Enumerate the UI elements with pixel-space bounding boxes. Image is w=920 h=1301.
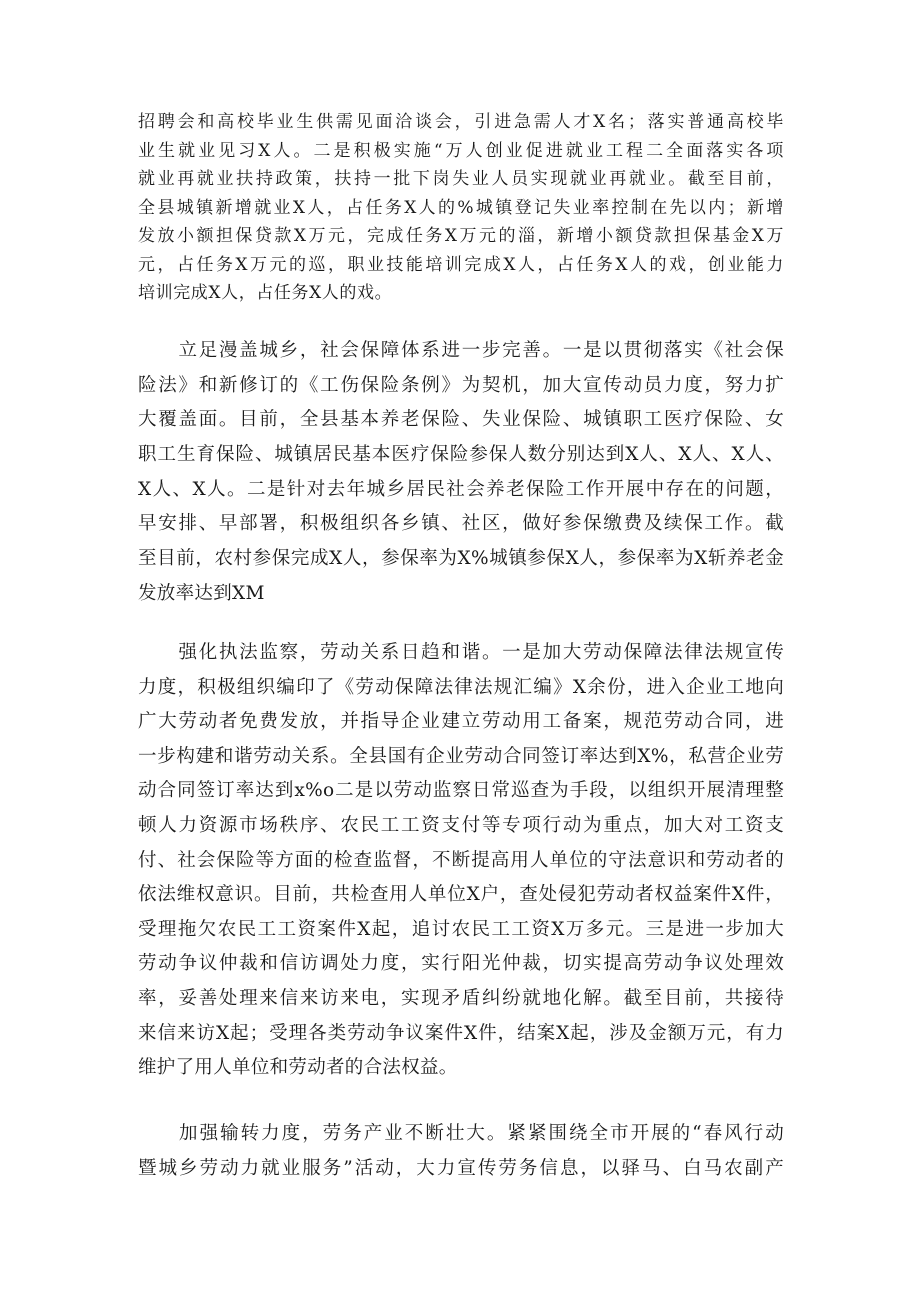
text-line: 来信来访X起；受理各类劳动争议案件X件，结案X起，涉及金额万元，有力 bbox=[138, 1022, 784, 1044]
text-line: 至目前，农村参保完成X人，参保率为X%城镇参保X人，参保率为X斩养老金 bbox=[138, 548, 784, 570]
text-line: 就业再就业扶持政策，扶持一批下岗失业人员实现就业再就业。截至目前， bbox=[138, 169, 784, 189]
text-line: 受理拖欠农民工工资案件X起，追讨农民工工资X万多元。三是进一步加大 bbox=[138, 918, 784, 940]
text-line: 维护了用人单位和劳动者的合法权益。 bbox=[138, 1057, 458, 1079]
text-line: X人、X人。二是针对去年城乡居民社会养老保险工作开展中存在的问题， bbox=[138, 478, 784, 500]
text-line: 加强输转力度，劳务产业不断壮大。紧紧围绕全市开展的“春风行动 bbox=[138, 1123, 784, 1144]
paragraph-employment bbox=[138, 108, 784, 308]
paragraph-social-security bbox=[138, 334, 784, 612]
text-line: 一步构建和谐劳动关系。全县国有企业劳动合同签订率达到X%，私营企业劳 bbox=[138, 745, 784, 767]
text-line: 立足漫盖城乡，社会保障体系进一步完善。一是以贯彻落实《社会保 bbox=[138, 340, 784, 361]
paragraph-labor-export bbox=[138, 1117, 784, 1186]
text-line: 发放小额担保贷款X万元，完成任务X万元的淄，新增小额贷款担保基金X万 bbox=[138, 226, 784, 246]
text-line: 依法维权意识。目前，共检查用人单位X户，查处侵犯劳动者权益案件X件， bbox=[138, 884, 784, 906]
text-line: 发放率达到XM bbox=[138, 582, 265, 604]
text-line: 广大劳动者免费发放，并指导企业建立劳动用工备案，规范劳动合同，进 bbox=[138, 711, 784, 733]
text-line: 险法》和新修订的《工伤保险条例》为契机，加大宣传动员力度，努力扩 bbox=[138, 374, 784, 396]
paragraph-labor-supervision bbox=[138, 636, 784, 1086]
text-line: 业生就业见习X人。二是积极实施“万人创业促进就业工程二全面落实各项 bbox=[138, 140, 784, 161]
text-line: 培训完成X人，占任务X人的戏。 bbox=[138, 283, 393, 303]
text-line: 招聘会和高校毕业生供需见面洽谈会，引进急需人才X名；落实普通高校毕 bbox=[138, 112, 784, 132]
text-line: 元，占任务X万元的巡，职业技能培训完成X人，占任务X人的戏，创业能力 bbox=[138, 254, 784, 275]
text-line: 大覆盖面。目前，全县基本养老保险、失业保险、城镇职工医疗保险、女 bbox=[138, 409, 784, 431]
text-line: 早安排、早部署，积极组织各乡镇、社区，做好参保缴费及续保工作。截 bbox=[138, 513, 784, 535]
text-line: 强化执法监察，劳动关系日趋和谐。一是加大劳动保障法律法规宣传 bbox=[138, 642, 784, 663]
text-line: 力度，积极组织编印了《劳动保障法律法规汇编》X余份，进入企业工地向 bbox=[138, 676, 784, 698]
text-line: 顿人力资源市场秩序、农民工工资支付等专项行动为重点，加大对工资支 bbox=[138, 814, 784, 836]
text-line: 率，妥善处理来信来访来电，实现矛盾纠纷就地化解。截至目前，共接待 bbox=[138, 987, 784, 1009]
text-line: 职工生育保险、城镇居民基本医疗保险参保人数分别达到X人、X人、X人、 bbox=[138, 444, 784, 466]
text-line: 动合同签订率达到x%o二是以劳动监察日常巡查为手段，以组织开展清理整 bbox=[138, 780, 784, 802]
text-line: 暨城乡劳动力就业服务”活动，大力宣传劳务信息，以驿马、白马农副产 bbox=[138, 1157, 784, 1179]
text-line: 劳动争议仲裁和信访调处力度，实行阳光仲裁，切实提高劳动争议处理效 bbox=[138, 953, 784, 975]
text-line: 全县城镇新增就业X人，占任务X人的%城镇登记失业率控制在先以内；新增 bbox=[138, 197, 784, 218]
text-line: 付、社会保险等方面的检查监督，不断提高用人单位的守法意识和劳动者的 bbox=[138, 849, 784, 871]
